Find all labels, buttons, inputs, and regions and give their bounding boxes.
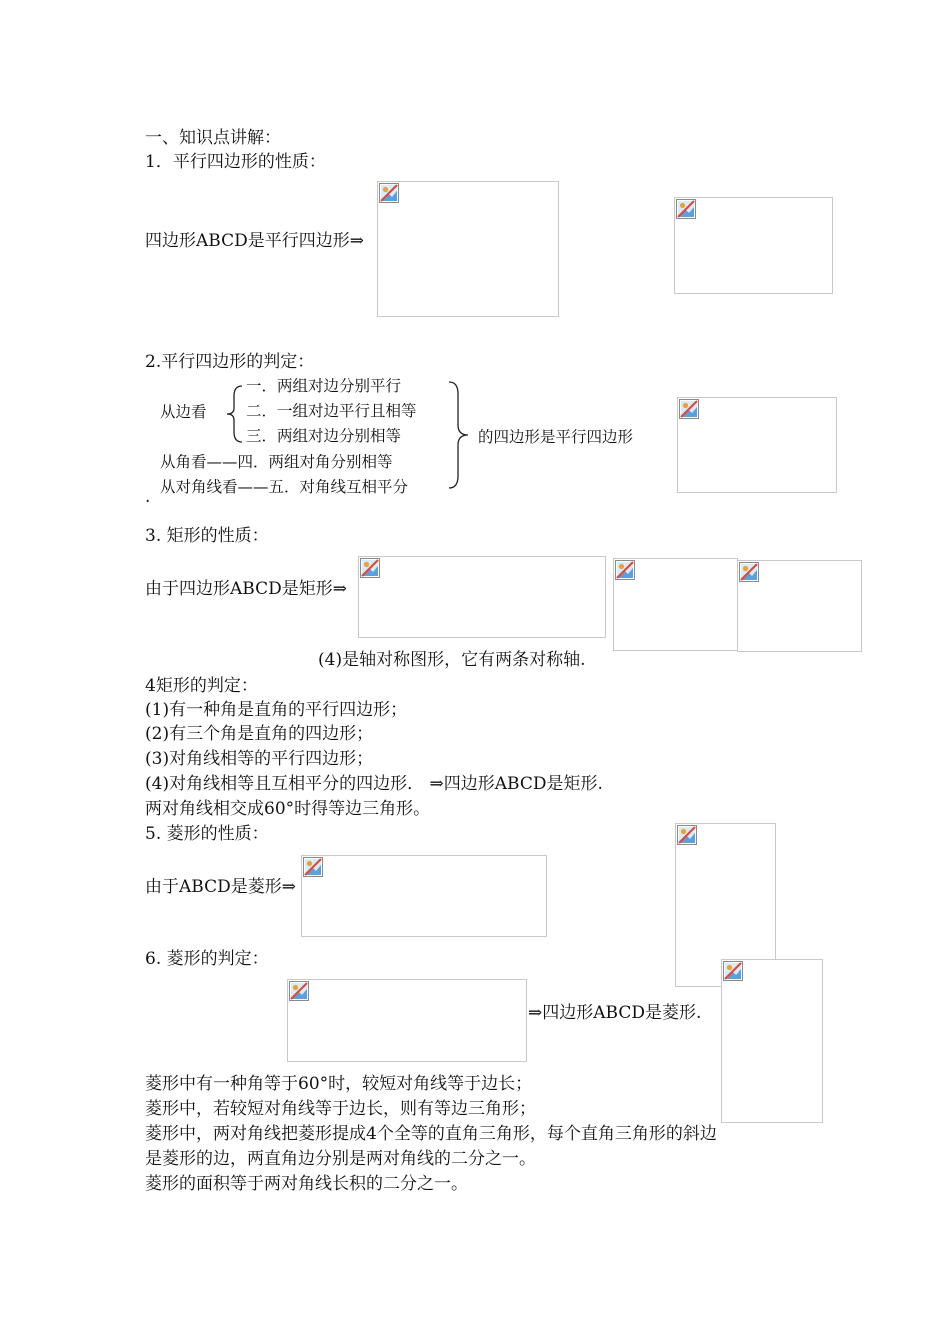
broken-image-icon: [360, 558, 380, 578]
s1-title: 1．平行四边形的性质：: [145, 152, 326, 172]
s5-title: 5. 菱形的性质：: [145, 824, 269, 844]
s6-result: ⇒四边形ABCD是菱形.: [528, 1003, 702, 1023]
s2-cond2: 二．一组对边平行且相等: [246, 402, 417, 420]
s4-item: (2)有三个角是直角的四边形；: [145, 724, 374, 744]
s2-dot: .: [145, 487, 151, 507]
s2-title: 2.平行四边形的判定：: [145, 352, 315, 372]
broken-image-icon: [379, 183, 399, 203]
image-placeholder: [358, 556, 606, 638]
s4-item: (1)有一种角是直角的平行四边形；: [145, 700, 408, 720]
s6-title: 6. 菱形的判定：: [145, 949, 269, 969]
s6-note: 菱形的面积等于两对角线长积的二分之一。: [145, 1174, 468, 1194]
s5-statement: 由于ABCD是菱形⇒: [145, 877, 296, 897]
s3-title: 3. 矩形的性质：: [145, 526, 269, 546]
image-placeholder: [287, 979, 527, 1062]
broken-image-icon: [676, 199, 696, 219]
broken-image-icon: [615, 560, 635, 580]
s6-note: 菱形中，两对角线把菱形提成4个全等的直角三角形，每个直角三角形的斜边: [145, 1124, 717, 1144]
s4-item: 两对角线相交成60°时得等边三角形。: [145, 799, 431, 819]
broken-image-icon: [679, 399, 699, 419]
s6-note: 是菱形的边，两直角边分别是两对角线的二分之一。: [145, 1149, 536, 1169]
broken-image-icon: [723, 961, 743, 981]
image-placeholder: [674, 197, 833, 294]
left-brace: [224, 384, 246, 444]
image-placeholder: [737, 560, 862, 652]
s2-diag-line: 从对角线看——五．对角线互相平分: [160, 478, 409, 496]
s2-conclusion: 的四边形是平行四边形: [478, 428, 634, 446]
s3-statement: 由于四边形ABCD是矩形⇒: [145, 579, 347, 599]
s4-item: (4)对角线相等且互相平分的四边形． ⇒四边形ABCD是矩形.: [145, 774, 603, 794]
s2-side-label: 从边看: [160, 403, 207, 421]
s6-note: 菱形中，若较短对角线等于边长，则有等边三角形；: [145, 1099, 536, 1119]
s6-note: 菱形中有一种角等于60°时，较短对角线等于边长；: [145, 1074, 533, 1094]
s4-item: (3)对角线相等的平行四边形；: [145, 749, 374, 769]
s3-item4: (4)是轴对称图形，它有两条对称轴.: [318, 650, 586, 670]
broken-image-icon: [289, 981, 309, 1001]
s2-cond1: 一．两组对边分别平行: [246, 377, 402, 395]
s2-cond3: 三．两组对边分别相等: [246, 427, 402, 445]
broken-image-icon: [303, 857, 323, 877]
image-placeholder: [721, 959, 823, 1123]
s4-title: 4矩形的判定：: [145, 676, 258, 696]
broken-image-icon: [677, 825, 697, 845]
s2-angle-line: 从角看——四．两组对角分别相等: [160, 453, 393, 471]
image-placeholder: [613, 558, 738, 651]
image-placeholder: [677, 397, 837, 493]
image-placeholder: [377, 181, 559, 317]
right-brace: [446, 380, 472, 490]
s1-statement: 四边形ABCD是平行四边形⇒: [145, 231, 364, 251]
image-placeholder: [301, 855, 547, 937]
section-heading: 一、知识点讲解：: [145, 128, 281, 148]
broken-image-icon: [739, 562, 759, 582]
